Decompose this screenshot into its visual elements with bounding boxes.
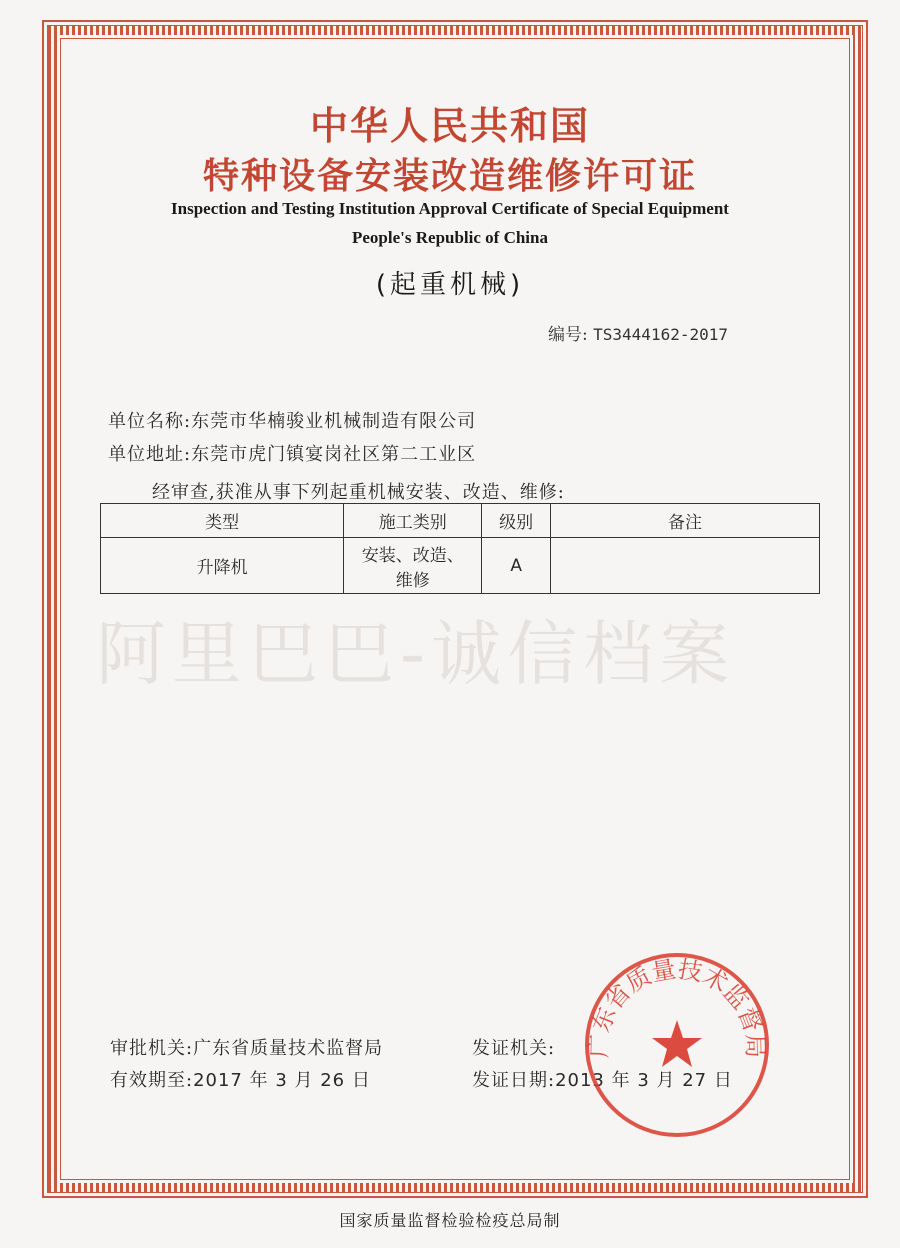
cell-type: 升降机 (101, 538, 344, 594)
issuing-authority-label: 发证机关: (472, 1038, 556, 1059)
seal-text: 广东省质量技术监督局 (584, 955, 770, 1059)
valid-until-row (110, 1066, 371, 1092)
issuer-footer: 国家质量监督检验检疫总局制 (339, 1211, 561, 1230)
valid-until-label: 有效期至: (110, 1070, 194, 1091)
approving-authority-row (110, 1034, 383, 1060)
unit-name-label: 单位名称: (108, 411, 192, 432)
issuing-authority-row (472, 1034, 555, 1060)
scope-table-header-row (101, 504, 820, 538)
title-license: 特种设备安装改造维修许可证 (202, 156, 697, 197)
star-icon (652, 1020, 702, 1067)
cell-category-line2: 维修 (395, 570, 430, 591)
issue-date-label: 发证日期: (472, 1070, 556, 1091)
unit-name: 东莞市华楠骏业机械制造有限公司 (191, 411, 477, 432)
table-row (101, 538, 820, 594)
header-type: 类型 (101, 504, 344, 538)
cell-category-line1: 安装、改造、 (361, 545, 464, 566)
approving-authority-label: 审批机关: (110, 1038, 194, 1059)
watermark: 阿里巴巴-诚信档案 (96, 613, 736, 695)
certificate-number-value: TS3444162-2017 (593, 325, 728, 344)
title-english-line1: Inspection and Testing Institution Approval Certificate of Special Equipment (171, 199, 729, 218)
header-category: 施工类别 (344, 504, 482, 538)
cell-remarks (550, 538, 819, 594)
cell-category (344, 538, 482, 594)
cell-grade: A (482, 538, 551, 594)
official-seal (582, 950, 772, 1140)
approving-authority: 广东省质量技术监督局 (193, 1038, 384, 1059)
certificate-number (548, 320, 728, 345)
subtitle-category: (起重机械) (375, 270, 525, 300)
header-grade: 级别 (482, 504, 551, 538)
header-remarks: 备注 (550, 504, 819, 538)
approval-statement: 经审查,获准从事下列起重机械安装、改造、维修: (152, 482, 565, 503)
title-english-line2: People's Republic of China (352, 228, 548, 247)
valid-until: 2017 年 3 月 26 日 (193, 1070, 371, 1091)
certificate-number-label: 编号: (548, 325, 588, 345)
scope-table (100, 503, 820, 594)
unit-address-label: 单位地址: (108, 444, 192, 465)
unit-address: 东莞市虎门镇宴岗社区第二工业区 (191, 444, 477, 465)
title-country: 中华人民共和国 (309, 104, 590, 148)
issue-date: 2013 年 3 月 27 日 (555, 1070, 733, 1091)
unit-name-row (108, 407, 476, 433)
unit-address-row (108, 440, 476, 466)
